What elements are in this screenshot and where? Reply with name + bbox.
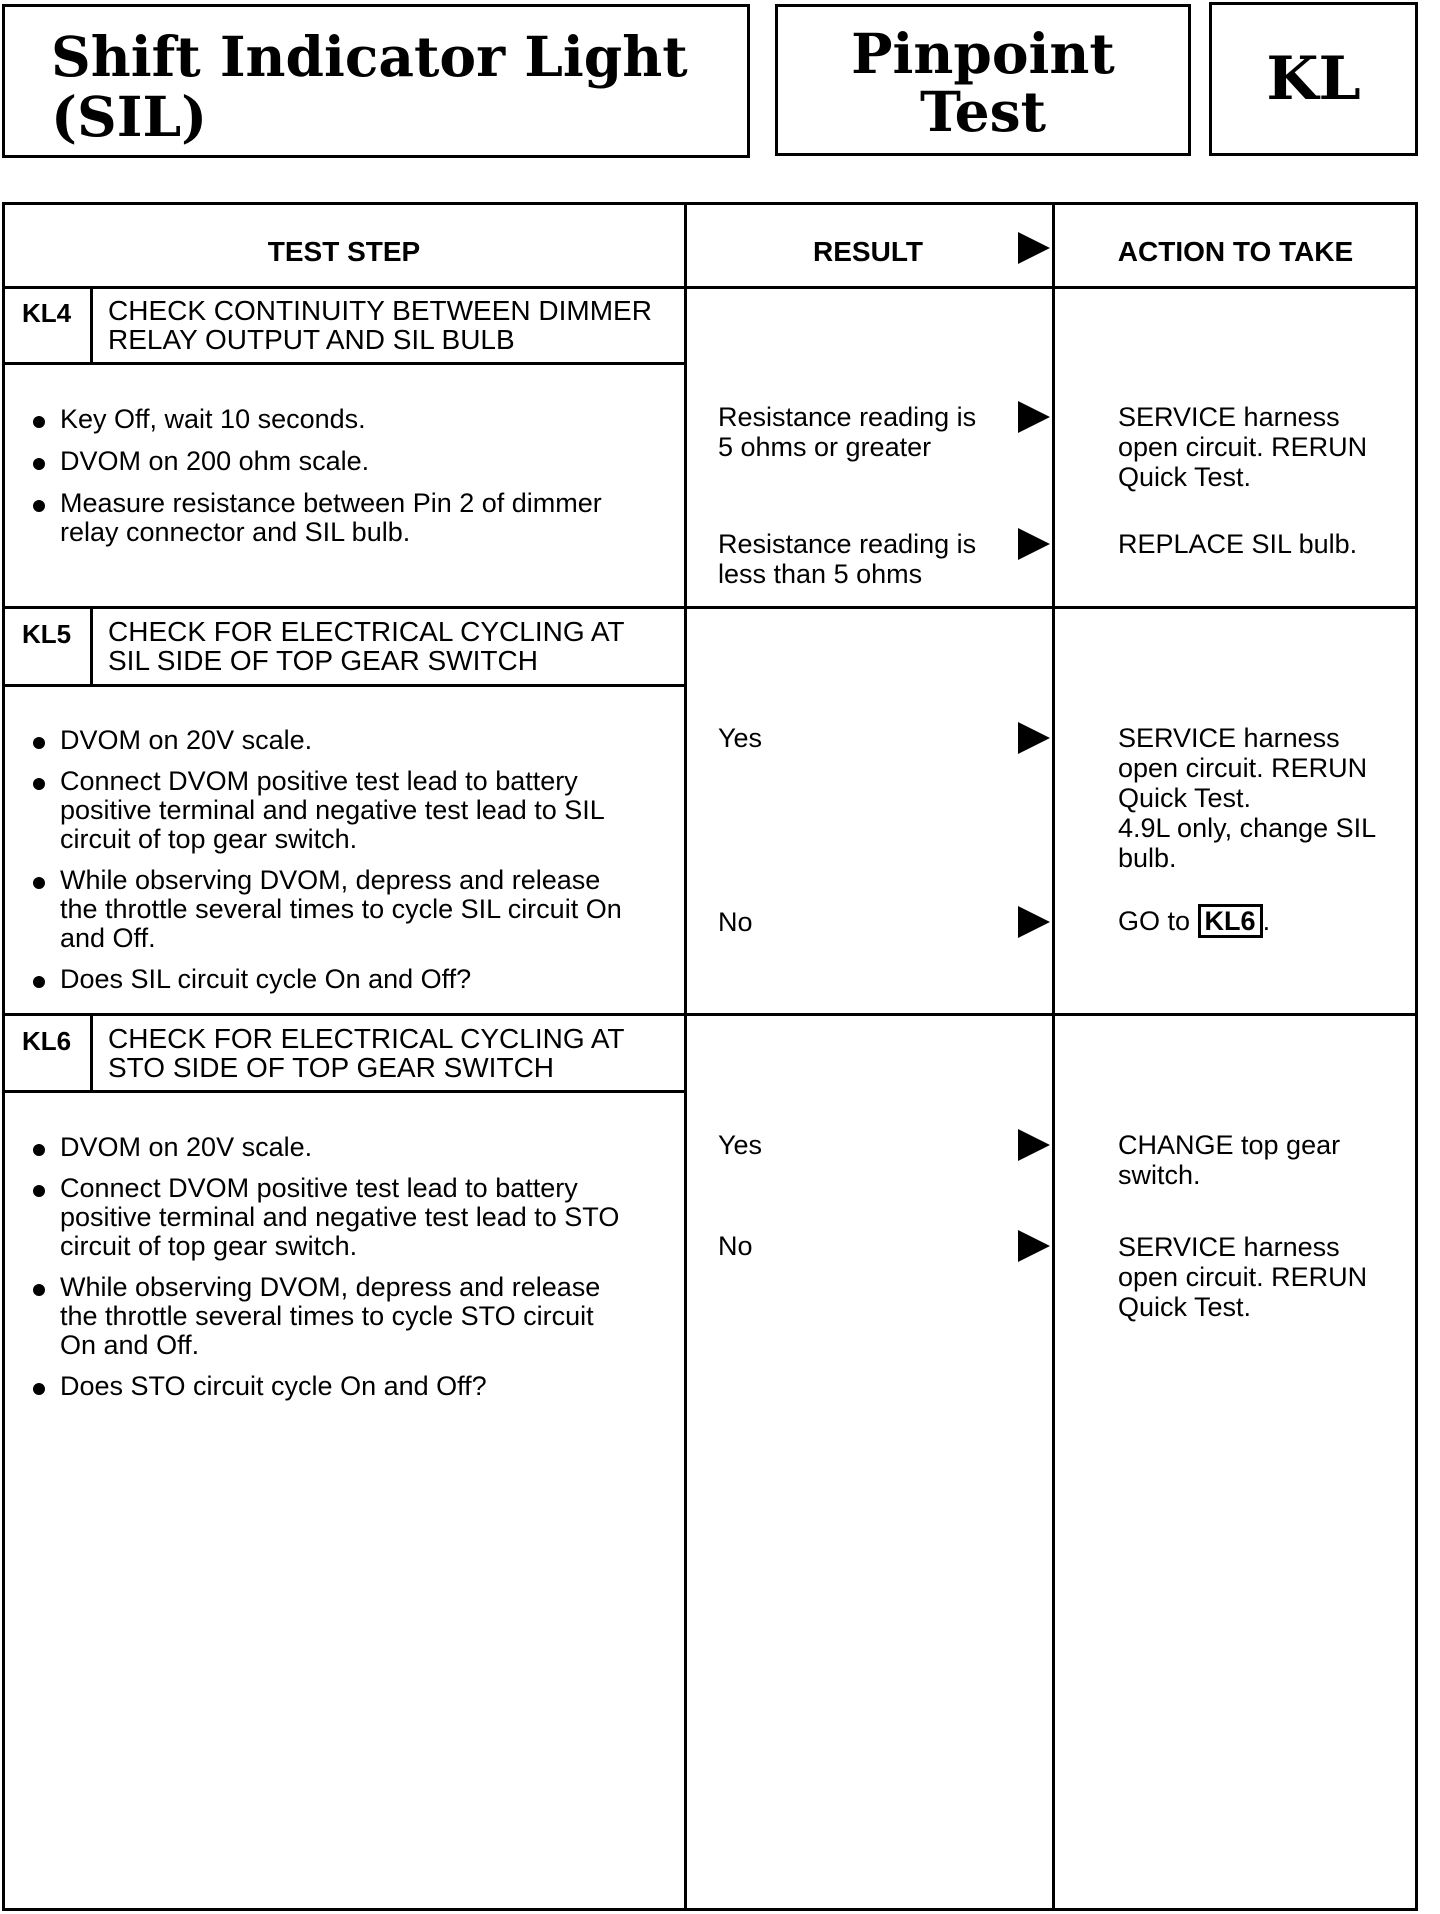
step-instructions <box>30 1133 619 1401</box>
step-instructions <box>30 405 602 547</box>
arrow-right-icon <box>1018 232 1050 264</box>
action-text <box>1118 1130 1340 1190</box>
action-line: Quick Test. <box>1118 1292 1252 1322</box>
column-header-result: RESULT <box>813 236 923 267</box>
divider <box>1052 204 1055 1909</box>
divider <box>90 288 93 362</box>
list-item-line: circuit of top gear switch. <box>60 824 358 854</box>
list-item: DVOM on 200 ohm scale. <box>30 447 602 476</box>
divider <box>4 362 684 365</box>
action-text <box>1118 1232 1367 1322</box>
page-title: Shift Indicator Light <box>51 24 688 89</box>
step-id: KL6 <box>22 1026 72 1056</box>
list-item: DVOM on 20V scale. <box>30 1133 619 1162</box>
list-item-line: positive terminal and negative test lead to SIL <box>60 795 605 825</box>
step-reference-link[interactable]: KL6 <box>1198 904 1263 938</box>
action-line: CHANGE top gear <box>1118 1130 1341 1160</box>
list-item-line: Connect DVOM positive test lead to battery <box>60 1173 578 1203</box>
step-id: KL4 <box>22 298 72 328</box>
arrow-right-icon <box>1018 528 1050 560</box>
result-text: Yes <box>718 723 763 753</box>
divider <box>4 1013 1416 1016</box>
action-line: SERVICE harness <box>1118 723 1340 753</box>
list-item-line: circuit of top gear switch. <box>60 1231 358 1261</box>
list-item-line: relay connector and SIL bulb. <box>60 517 411 547</box>
step-title-line: RELAY OUTPUT AND SIL BULB <box>108 324 515 355</box>
test-code-box <box>1209 2 1418 156</box>
result-text <box>718 402 976 462</box>
list-item: DVOM on 20V scale. <box>30 726 622 755</box>
pinpoint-label: Pinpoint <box>851 21 1115 86</box>
result-line: less than 5 ohms <box>718 559 923 589</box>
action-prefix: GO to <box>1118 906 1191 936</box>
list-item: Does SIL circuit cycle On and Off? <box>30 965 622 994</box>
step-title-line: CHECK CONTINUITY BETWEEN DIMMER <box>108 295 652 326</box>
list-item-line: While observing DVOM, depress and release <box>60 1272 601 1302</box>
divider <box>4 606 1416 609</box>
page-title-sub: (SIL) <box>51 84 208 149</box>
list-item-line: positive terminal and negative test lead to STO <box>60 1202 620 1232</box>
list-item: Key Off, wait 10 seconds. <box>30 405 602 434</box>
list-item <box>30 767 622 854</box>
action-line: switch. <box>1118 1160 1201 1190</box>
result-text: No <box>718 1231 753 1261</box>
divider <box>90 608 93 684</box>
divider <box>4 684 684 687</box>
step-title <box>108 1024 625 1082</box>
action-text <box>1118 723 1376 873</box>
step-title <box>108 296 652 354</box>
list-item-line: While observing DVOM, depress and release <box>60 865 601 895</box>
step-title-line: STO SIDE OF TOP GEAR SWITCH <box>108 1052 555 1083</box>
action-line: open circuit. RERUN <box>1118 753 1368 783</box>
list-item-line: and Off. <box>60 923 156 953</box>
arrow-right-icon <box>1018 906 1050 938</box>
action-line: bulb. <box>1118 843 1177 873</box>
action-line: Quick Test. <box>1118 462 1252 492</box>
list-item-line: the throttle several times to cycle STO circuit <box>60 1301 594 1331</box>
column-header-test-step: TEST STEP <box>267 236 421 267</box>
action-line: open circuit. RERUN <box>1118 1262 1368 1292</box>
result-text: Yes <box>718 1130 763 1160</box>
action-text <box>1118 904 1270 938</box>
list-item <box>30 489 602 547</box>
action-text <box>1118 402 1367 492</box>
step-title-line: CHECK FOR ELECTRICAL CYCLING AT <box>108 1023 625 1054</box>
arrow-right-icon <box>1018 401 1050 433</box>
list-item-line: Measure resistance between Pin 2 of dimmer <box>60 488 602 518</box>
list-item <box>30 866 622 953</box>
divider <box>4 286 1416 289</box>
arrow-right-icon <box>1018 1129 1050 1161</box>
step-instructions <box>30 726 622 994</box>
list-item: Does STO circuit cycle On and Off? <box>30 1372 619 1401</box>
result-text: No <box>718 907 753 937</box>
page-title-box <box>2 4 750 158</box>
result-line: Resistance reading is <box>718 529 977 559</box>
arrow-right-icon <box>1018 1230 1050 1262</box>
step-title-line: CHECK FOR ELECTRICAL CYCLING AT <box>108 616 625 647</box>
divider <box>4 1090 684 1093</box>
step-title <box>108 617 625 675</box>
action-suffix: . <box>1262 906 1271 936</box>
action-text: REPLACE SIL bulb. <box>1118 529 1358 559</box>
action-line: 4.9L only, change SIL <box>1118 813 1377 843</box>
step-title-line: SIL SIDE OF TOP GEAR SWITCH <box>108 645 538 676</box>
test-code: KL <box>1266 44 1361 114</box>
result-line: Resistance reading is <box>718 402 977 432</box>
divider <box>684 204 687 1909</box>
action-line: open circuit. RERUN <box>1118 432 1368 462</box>
result-line: 5 ohms or greater <box>718 432 932 462</box>
pinpoint-test-box <box>775 4 1191 156</box>
action-line: Quick Test. <box>1118 783 1252 813</box>
action-line: SERVICE harness <box>1118 1232 1340 1262</box>
list-item <box>30 1174 619 1261</box>
action-line: SERVICE harness <box>1118 402 1340 432</box>
list-item-line: On and Off. <box>60 1330 200 1360</box>
divider <box>90 1015 93 1090</box>
list-item-line: the throttle several times to cycle SIL circuit On <box>60 894 622 924</box>
list-item <box>30 1273 619 1360</box>
list-item-line: Connect DVOM positive test lead to battery <box>60 766 578 796</box>
test-label: Test <box>920 79 1046 144</box>
arrow-right-icon <box>1018 722 1050 754</box>
step-id: KL5 <box>22 619 72 649</box>
result-text <box>718 529 976 589</box>
column-header-action: ACTION TO TAKE <box>1117 236 1354 267</box>
